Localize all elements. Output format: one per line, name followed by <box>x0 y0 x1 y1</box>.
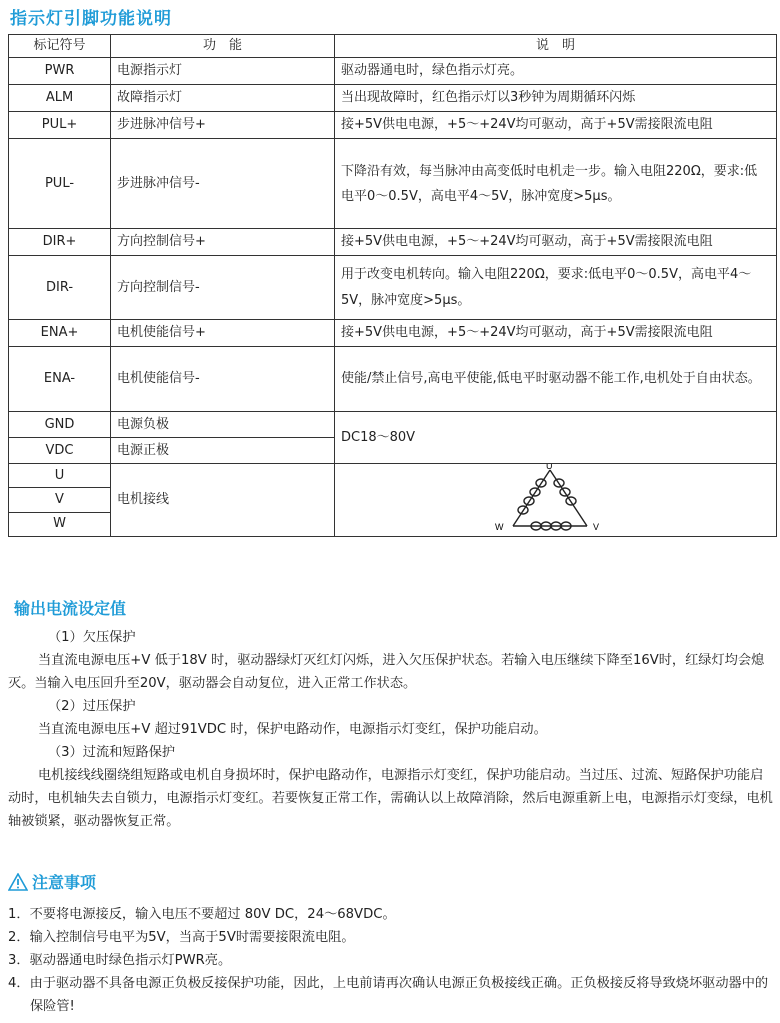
function-cell: 电源指示灯 <box>111 58 335 85</box>
table-row <box>9 464 777 488</box>
protection-section <box>8 626 776 833</box>
function-cell: 电机使能信号+ <box>111 320 335 347</box>
function-cell: 电机使能信号- <box>111 347 335 412</box>
list-item: 3．驱动器通电时绿色指示灯PWR亮。 <box>8 953 232 968</box>
symbol-cell: DIR+ <box>9 229 111 256</box>
function-cell: 电源负极 <box>111 412 335 438</box>
overcurrent-heading: （3）过流和短路保护 <box>48 745 176 760</box>
header-function: 功 能 <box>111 35 335 58</box>
function-cell: 方向控制信号+ <box>111 229 335 256</box>
description-cell: 当出现故障时，红色指示灯以3秒钟为周期循环闪烁 <box>335 85 777 112</box>
symbol-cell: VDC <box>9 438 111 464</box>
symbol-cell: DIR- <box>9 256 111 320</box>
symbol-cell: ENA+ <box>9 320 111 347</box>
symbol-cell: PWR <box>9 58 111 85</box>
warning-triangle-icon <box>8 873 28 891</box>
table-row <box>9 139 777 229</box>
notes-heading <box>8 870 96 893</box>
overcurrent-text: 电机接线线圈绕组短路或电机自身损坏时，保护电路动作，电源指示灯变红，保护功能启动。当过压、过流、短路保护功能启动时，电机轴失去自锁力，电源指示灯变红。若要恢复正常工作，需确认以上故障消除，然后电源重新上电，电源指示灯变绿，电机轴被锁紧，驱动器恢复正常。 <box>8 768 773 829</box>
power-description-cell: DC18～80V <box>335 412 777 464</box>
description-cell: 下降沿有效，每当脉冲由高变低时电机走一步。输入电阻220Ω，要求:低电平0～0.5V，高电平4～5V，脉冲宽度>5μs。 <box>335 139 777 229</box>
symbol-cell: ENA- <box>9 347 111 412</box>
table-row <box>9 347 777 412</box>
table-row <box>9 256 777 320</box>
description-cell: 使能/禁止信号,高电平使能,低电平时驱动器不能工作,电机处于自由状态。 <box>335 347 777 412</box>
symbol-cell: U <box>9 464 111 488</box>
table-row <box>9 112 777 139</box>
section-title-indicator-pins: 指示灯引脚功能说明 <box>10 9 172 29</box>
symbol-cell: V <box>9 488 111 512</box>
function-cell: 方向控制信号- <box>111 256 335 320</box>
terminal-v-label: V <box>593 522 600 532</box>
undervoltage-text: 当直流电源电压+V 低于18V 时，驱动器绿灯灭红灯闪烁，进入欠压保护状态。若输入电压继续下降至16V时，红绿灯均会熄灭。当输入电压回升至20V，驱动器会自动复位，进入正常工作状态。 <box>8 653 765 691</box>
motor-wiring-diagram-cell <box>335 464 777 537</box>
table-row <box>9 85 777 112</box>
table-row <box>9 58 777 85</box>
undervoltage-heading: （1）欠压保护 <box>48 630 136 645</box>
pin-function-table <box>8 34 777 537</box>
description-cell: 驱动器通电时，绿色指示灯亮。 <box>335 58 777 85</box>
delta-winding-diagram <box>335 464 777 536</box>
description-cell: 用于改变电机转向。输入电阻220Ω，要求:低电平0～0.5V，高电平4～5V，脉冲宽度>5μs。 <box>335 256 777 320</box>
symbol-cell: GND <box>9 412 111 438</box>
table-row <box>9 412 777 438</box>
header-description: 说 明 <box>335 35 777 58</box>
table-header-row <box>9 35 777 58</box>
section-title-output-current: 输出电流设定值 <box>14 599 127 618</box>
notes-list <box>8 903 776 1018</box>
function-cell: 步进脉冲信号+ <box>111 112 335 139</box>
function-cell: 电源正极 <box>111 438 335 464</box>
header-symbol: 标记符号 <box>9 35 111 58</box>
overvoltage-text: 当直流电源电压+V 超过91VDC 时，保护电路动作，电源指示灯变红，保护功能启动。 <box>38 722 547 737</box>
symbol-cell: W <box>9 512 111 536</box>
function-cell: 步进脉冲信号- <box>111 139 335 229</box>
description-cell: 接+5V供电电源，+5～+24V均可驱动，高于+5V需接限流电阻 <box>335 229 777 256</box>
description-cell: 接+5V供电电源，+5～+24V均可驱动，高于+5V需接限流电阻 <box>335 320 777 347</box>
description-cell: 接+5V供电电源，+5～+24V均可驱动，高于+5V需接限流电阻 <box>335 112 777 139</box>
terminal-u-label: U <box>546 464 553 471</box>
symbol-cell: PUL+ <box>9 112 111 139</box>
notes-title: 注意事项 <box>32 873 97 892</box>
symbol-cell: PUL- <box>9 139 111 229</box>
terminal-w-label: W <box>495 522 504 532</box>
function-cell: 故障指示灯 <box>111 85 335 112</box>
table-row <box>9 229 777 256</box>
motor-function-cell: 电机接线 <box>111 464 335 537</box>
list-item: 2．输入控制信号电平为5V，当高于5V时需要接限流电阻。 <box>8 930 355 945</box>
list-item: 4．由于驱动器不具备电源正负极反接保护功能，因此，上电前请再次确认电源正负极接线正确。正负极接反将导致烧坏驱动器中的保险管! <box>8 976 769 1014</box>
list-item: 1．不要将电源接反，输入电压不要超过 80V DC，24～68VDC。 <box>8 907 396 922</box>
overvoltage-heading: （2）过压保护 <box>48 699 136 714</box>
symbol-cell: ALM <box>9 85 111 112</box>
table-row <box>9 320 777 347</box>
